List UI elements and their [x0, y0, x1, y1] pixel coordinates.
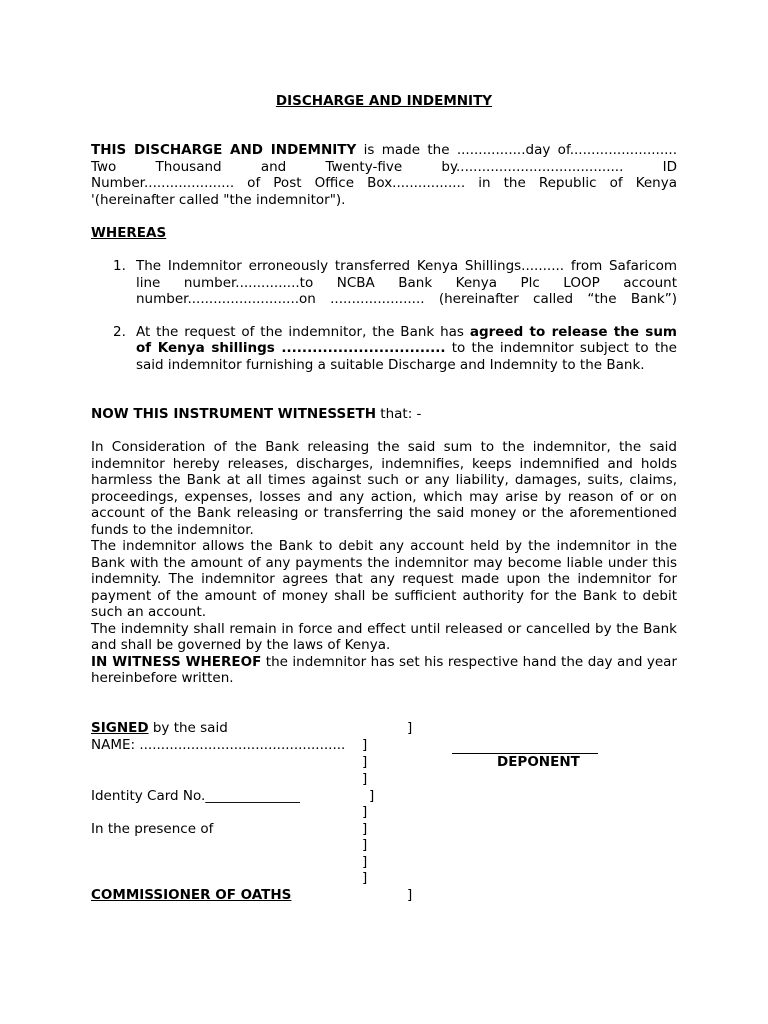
clause-paragraph-3: The indemnity shall remain in force and effect until released or cancelled by the Bank and shall be governed by the laws of Kenya. — [91, 620, 677, 653]
whereas-heading: WHEREAS — [91, 225, 167, 241]
intro-line-4: '(hereinafter called "the indemnitor"). — [91, 191, 346, 208]
intro-line-1: is made the ................day of......................... — [356, 142, 677, 158]
clause-paragraph-2: The indemnitor allows the Bank to debit any account held by the indemnitor in the Bank with the amount of any payments the indemnitor may become liable under this indemnity. The indemnitor agrees that any request made upon the indemnitor for payment of the amount of money shall be sufficient authority for the Bank to debit such an account. — [91, 538, 677, 620]
recital-2-line-2a: of Kenya shillings ................................ — [136, 340, 446, 356]
clause-paragraph-1: In Consideration of the Bank releasing the said sum to the indemnitor, the said indemnitor hereby releases, discharges, indemnifies, keeps indemnified and holds harmless the Bank at all times against such or any liability, damages, suits, claims, proceedings, expenses, losses and any action, which may arise by reason of or on account of the Bank releasing or transferring the said money or the aforementioned funds to the indemnitor. — [91, 439, 677, 538]
bracket: ] — [362, 854, 368, 870]
presence-label: In the presence of — [91, 821, 214, 837]
by-the-said-label: by the said — [148, 720, 228, 736]
bracket: ] — [407, 720, 413, 736]
bracket: ] — [362, 771, 368, 787]
in-witness-rest: the indemnitor has set his respective hand the day and year hereinbefore written. — [91, 653, 677, 686]
bracket: ] — [369, 788, 375, 804]
bracket: ] — [362, 837, 368, 853]
recital-2-line-2b: to the indemnitor subject to the — [445, 340, 677, 356]
recital-1-line-2: line number...............to NCBA Bank Kenya Plc LOOP account — [136, 274, 677, 291]
intro-paragraph — [91, 142, 677, 208]
signature-block — [91, 720, 677, 903]
witnesseth-rest: that: - — [376, 406, 422, 422]
deponent-label: DEPONENT — [497, 754, 580, 770]
recital-number-2: 2. — [113, 323, 126, 340]
in-witness-whereof: IN WITNESS WHEREOF — [91, 653, 262, 670]
document-title: DISCHARGE AND INDEMNITY — [275, 93, 493, 109]
bracket: ] — [362, 821, 368, 837]
commissioner-of-oaths-label: COMMISSIONER OF OATHS — [91, 887, 292, 903]
bracket: ] — [362, 804, 368, 820]
recital-number-1: 1. — [113, 258, 126, 274]
signed-line — [91, 720, 228, 736]
recital-item-2 — [91, 324, 677, 374]
bracket: ] — [362, 870, 368, 886]
bracket: ] — [407, 887, 413, 903]
identity-card-field: Identity Card No.______________ — [91, 788, 300, 804]
recital-1-line-1: The Indemnitor erroneously transferred Kenya Shillings.......... from Safaricom — [136, 258, 677, 274]
intro-lead: THIS DISCHARGE AND INDEMNITY — [91, 142, 357, 158]
clause-paragraph-4 — [91, 654, 677, 687]
bracket: ] — [362, 737, 368, 753]
intro-line-3: Number..................... of Post Office Box................. in the Republic of Kenya — [91, 175, 677, 191]
recital-item-1 — [91, 258, 677, 308]
recital-list — [91, 258, 677, 373]
intro-line-2: Two Thousand and Twenty-five by....................................... ID — [91, 158, 677, 175]
operative-clauses — [91, 439, 677, 687]
recital-2-line-3: said indemnitor furnishing a suitable Discharge and Indemnity to the Bank. — [136, 356, 645, 373]
recital-1-line-3: number..........................on ...................... (hereinafter called “the Bank”) — [136, 291, 677, 307]
witnesseth-line — [91, 406, 677, 423]
recital-2-line-1a: At the request of the indemnitor, the Bank has — [136, 323, 470, 340]
recital-2-line-1b: agreed to release the sum — [469, 323, 677, 340]
witnesseth-heading: NOW THIS INSTRUMENT WITNESSETH — [91, 406, 377, 422]
name-field: NAME: ................................................ — [91, 737, 346, 753]
signed-label: SIGNED — [91, 720, 149, 736]
bracket: ] — [362, 754, 368, 770]
